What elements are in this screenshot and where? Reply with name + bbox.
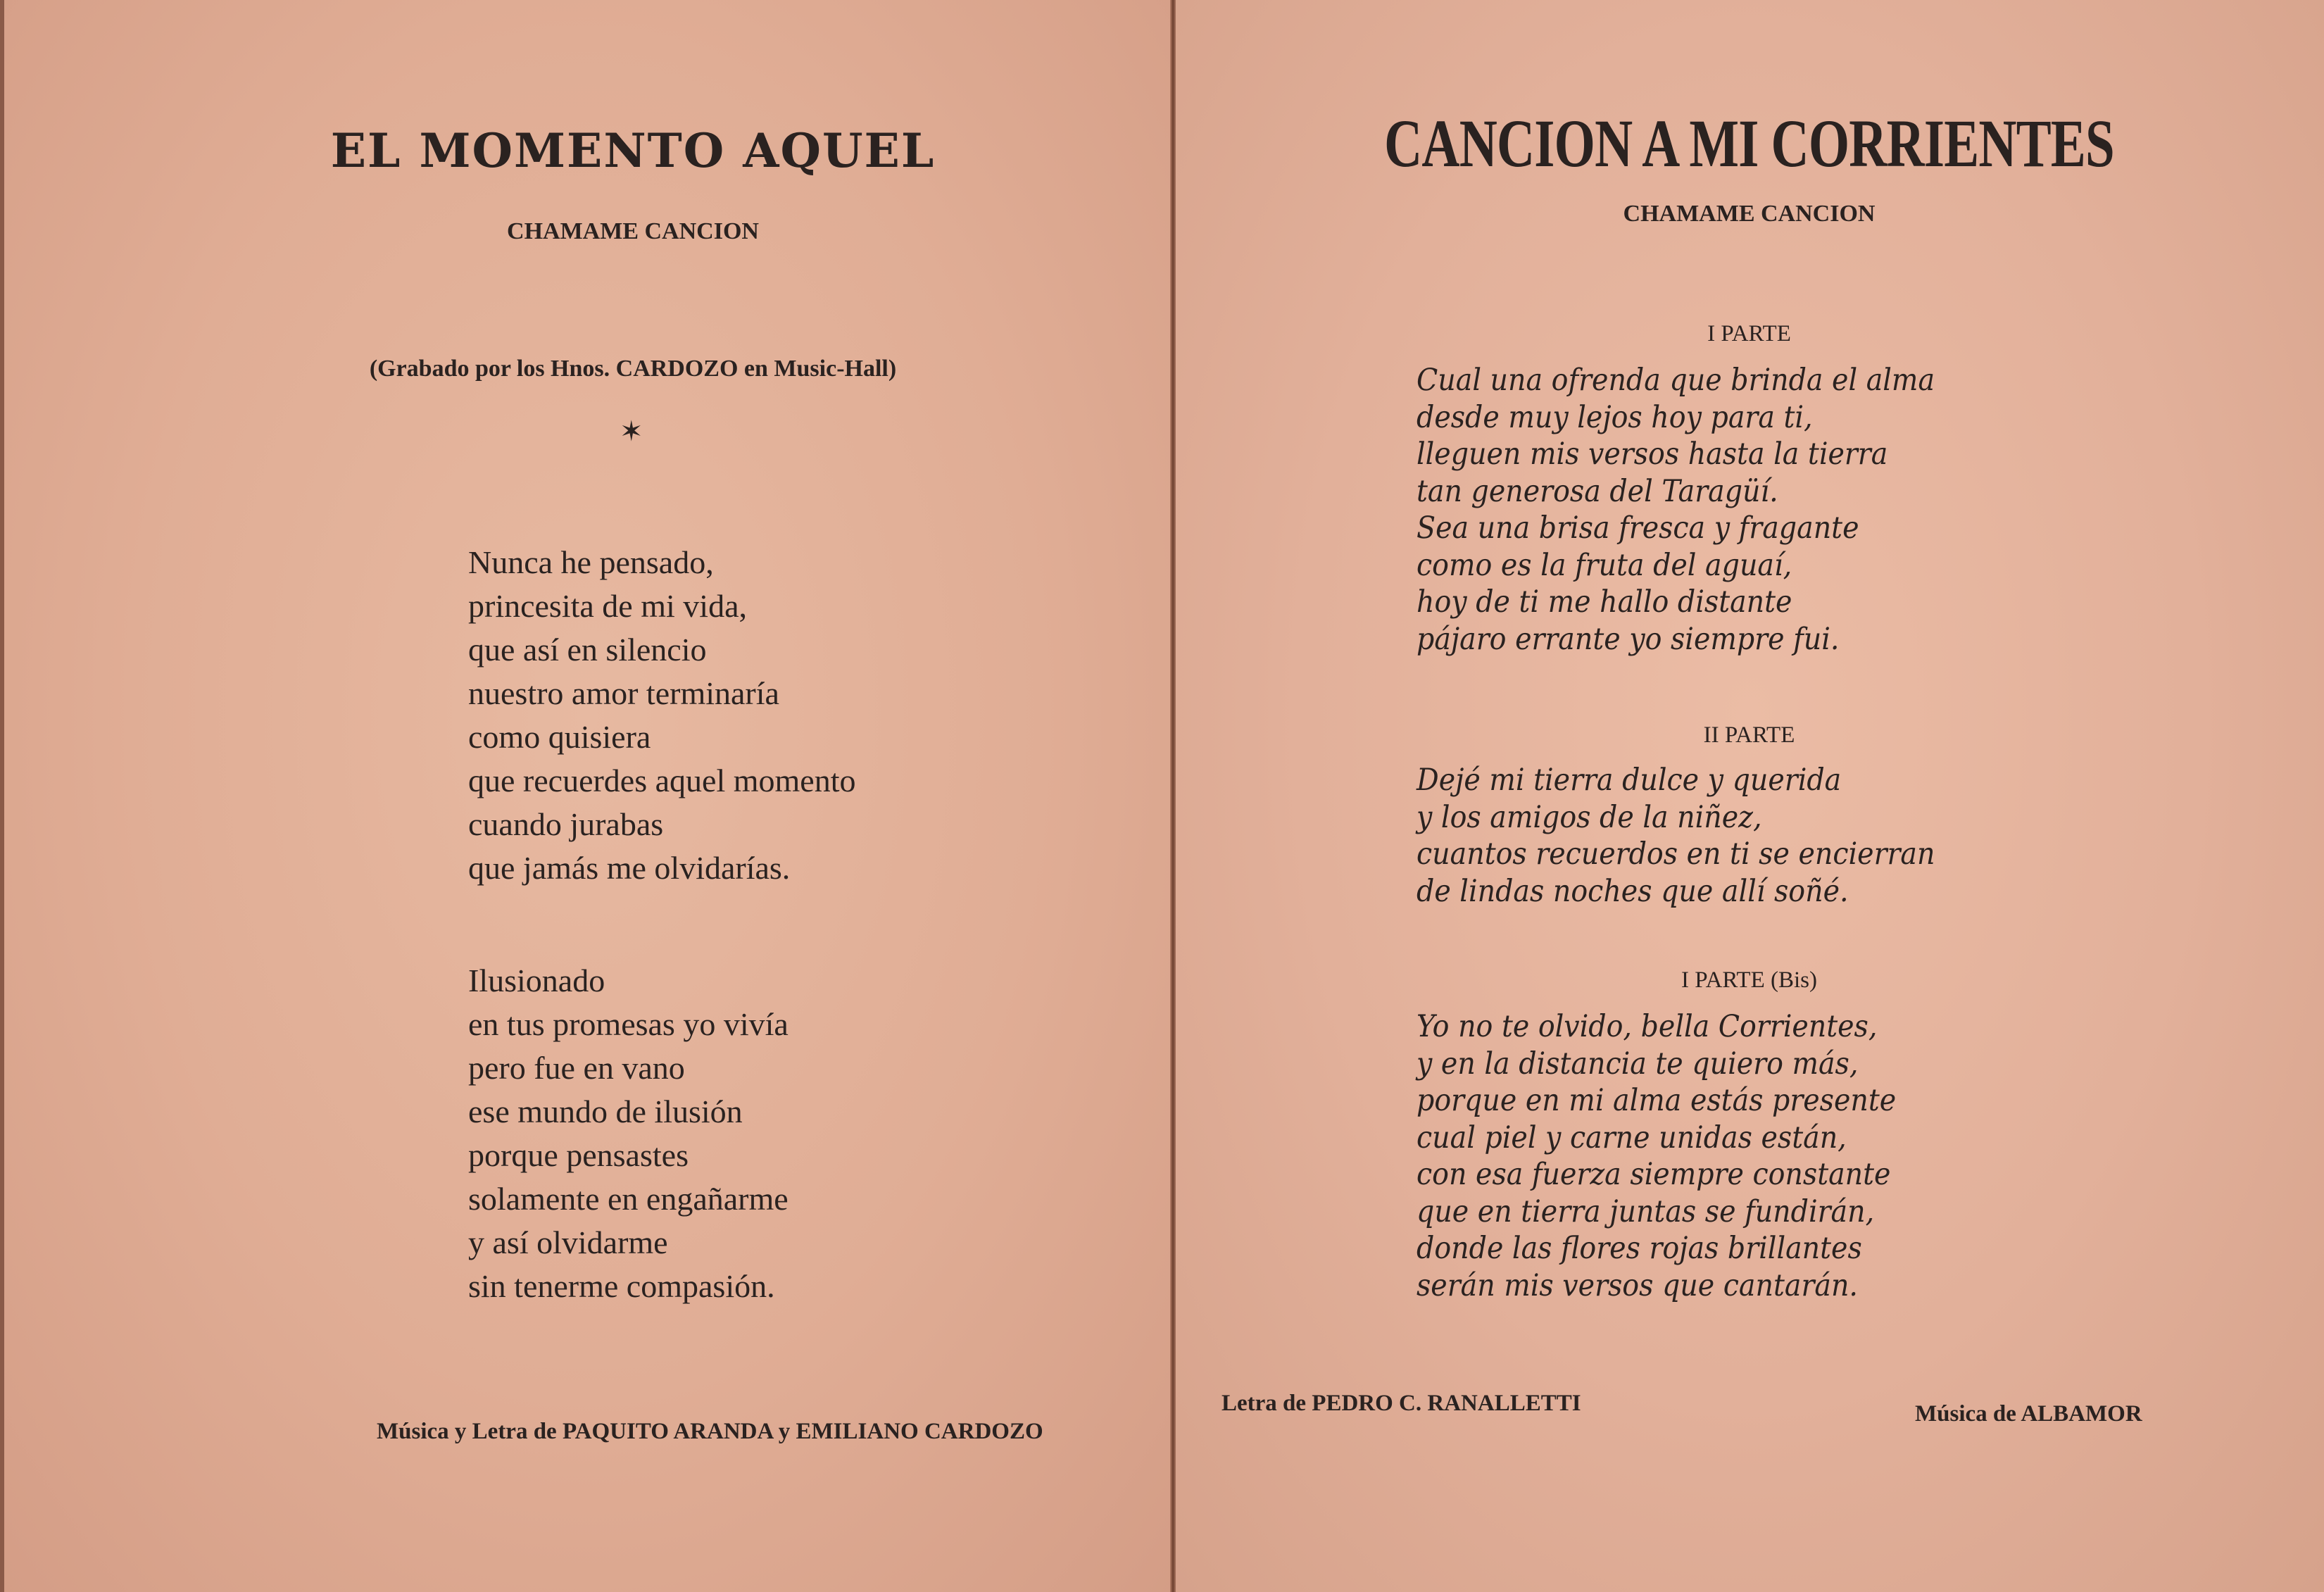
verse-line: serán mis versos que cantarán. [1417, 1267, 1859, 1303]
credit-left: Música y Letra de PAQUITO ARANDA y EMILIANO CARDOZO [377, 1419, 1043, 1444]
verse-line: donde las flores rojas brillantes [1417, 1231, 1862, 1266]
verse-line: nuestro amor terminaría [468, 675, 779, 711]
verse-line: que recuerdes aquel momento [468, 763, 856, 798]
genre-label-right: CHAMAME CANCION [1623, 201, 1876, 227]
verse-line: princesita de mi vida, [468, 588, 747, 624]
genre-label-left: CHAMAME CANCION [507, 218, 759, 244]
song-title-right: CANCION A MI CORRIENTES [1384, 106, 2114, 181]
star-ornament-icon: ✶ [620, 415, 643, 448]
verse-line: con esa fuerza siempre constante [1417, 1157, 1891, 1192]
verse-line: lleguen mis versos hasta la tierra [1417, 437, 1888, 472]
verse-line: sin tenerme compasión. [468, 1268, 775, 1304]
verse-line: pero fue en vano [468, 1050, 685, 1086]
music-credit: Música de ALBAMOR [1915, 1401, 2142, 1427]
verse-line: desde muy lejos hoy para ti, [1417, 399, 1813, 435]
verse-line: como es la fruta del aguaí, [1417, 547, 1792, 583]
section-heading: I PARTE (Bis) [1681, 967, 1817, 993]
verse-line: Ilusionado [468, 963, 605, 998]
verse-line: ese mundo de ilusión [468, 1093, 743, 1129]
verse-line: que en tierra juntas se fundirán, [1417, 1193, 1875, 1229]
verse-line: cuantos recuerdos en ti se encierran [1417, 836, 1935, 872]
verse-line: cuando jurabas [468, 806, 664, 842]
verse-line: tan generosa del Taragüí. [1417, 473, 1778, 509]
verse-line: de lindas noches que allí soñé. [1417, 873, 1849, 909]
verse-line: hoy de ti me hallo distante [1417, 584, 1792, 620]
verse-line: y los amigos de la niñez, [1417, 799, 1762, 835]
verse-line: solamente en engañarme [468, 1181, 789, 1217]
section-3-verses [1417, 1008, 1896, 1304]
verse-line: y en la distancia te quiero más, [1417, 1046, 1859, 1082]
verse-line: en tus promesas yo vivía [468, 1006, 789, 1042]
stanza-2 [468, 959, 789, 1308]
section-heading: I PARTE [1707, 321, 1791, 346]
verse-line: porque pensastes [468, 1137, 689, 1173]
verse-line: como quisiera [468, 719, 651, 755]
section-1-verses [1417, 362, 1935, 658]
verse-line: Yo no te olvido, bella Corrientes, [1417, 1009, 1878, 1044]
section-heading: II PARTE [1703, 722, 1795, 748]
verse-line: cual piel y carne unidas están, [1417, 1120, 1847, 1155]
verse-line: que así en silencio [468, 632, 707, 667]
recording-note: (Grabado por los Hnos. CARDOZO en Music-Hall) [369, 356, 897, 382]
section-2-verses [1417, 762, 1935, 910]
verse-line: pájaro errante yo siempre fui. [1417, 621, 1840, 657]
verse-line: Cual una ofrenda que brinda el alma [1417, 363, 1935, 398]
stanza-1 [468, 541, 856, 890]
verse-line: Nunca he pensado, [468, 544, 714, 580]
song-title-left: EL MOMENTO AQUEL [330, 123, 936, 178]
lyrics-credit: Letra de PEDRO C. RANALLETTI [1221, 1391, 1581, 1416]
verse-line: porque en mi alma estás presente [1417, 1083, 1897, 1118]
verse-line: que jamás me olvidarías. [468, 850, 791, 886]
verse-line: Dejé mi tierra dulce y querida [1417, 763, 1842, 798]
verse-line: Sea una brisa fresca y fragante [1417, 510, 1859, 546]
verse-line: y así olvidarme [468, 1224, 668, 1260]
